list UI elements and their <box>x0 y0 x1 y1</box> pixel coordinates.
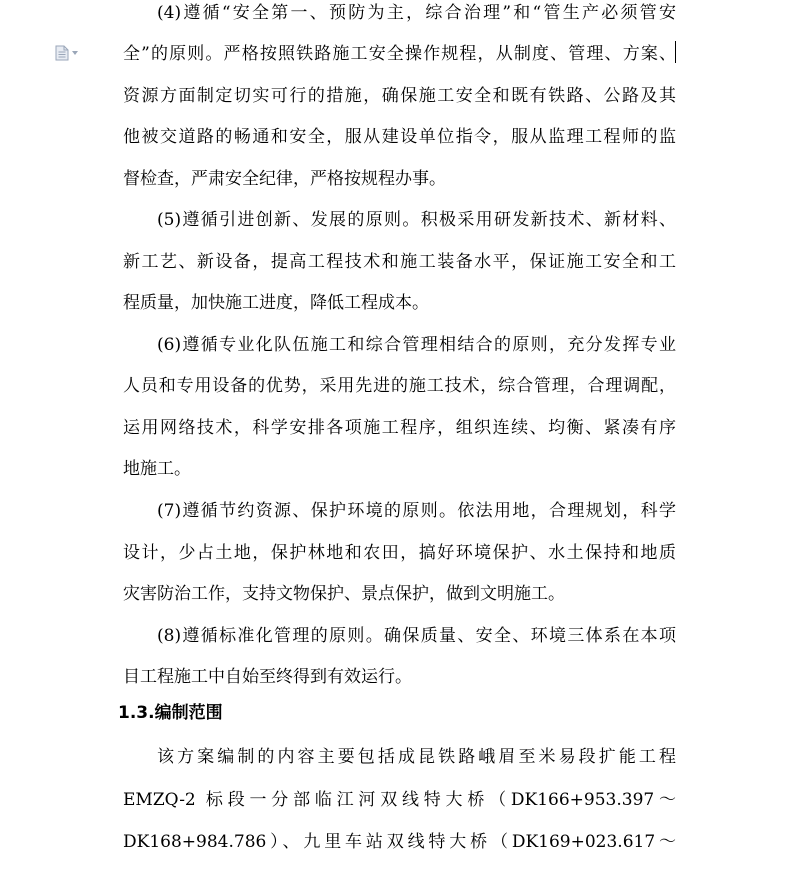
paragraph-line: 该方案编制的内容主要包括成昆铁路峨眉至米易段扩能工程 <box>157 747 676 767</box>
paragraph-line: 灾害防治工作，支持文物保护、景点保护，做到文明施工。 <box>123 584 565 604</box>
paragraph-line: (7)遵循节约资源、保护环境的原则。依法用地，合理规划，科学 <box>157 501 676 521</box>
paragraph-line: 他被交道路的畅通和安全，服从建设单位指令，服从监理工程师的监 <box>123 127 676 147</box>
caret-down-icon <box>72 51 78 55</box>
paragraph-line: (4)遵循“安全第一、预防为主，综合治理”和“管生产必须管安 <box>157 3 676 23</box>
paragraph-line: 运用网络技术，科学安排各项施工程序，组织连续、均衡、紧凑有序 <box>123 418 676 438</box>
paragraph-line: EMZQ-2 标段一分部临江河双线特大桥（DK166+953.397～ <box>123 790 676 810</box>
paragraph-line: 程质量，加快施工进度，降低工程成本。 <box>123 293 429 313</box>
paragraph-line: DK168+984.786）、九里车站双线特大桥（DK169+023.617～ <box>123 832 676 852</box>
paragraph-line: 人员和专用设备的优势，采用先进的施工技术，综合管理，合理调配， <box>123 376 676 396</box>
paragraph-options-button[interactable] <box>55 45 81 61</box>
section-heading: 1.3.编制范围 <box>118 703 223 723</box>
paragraph-line: 目工程施工中自始至终得到有效运行。 <box>123 667 412 687</box>
paragraph-line: 地施工。 <box>123 459 191 479</box>
document-lines-icon <box>55 45 69 61</box>
paragraph-line: 资源方面制定切实可行的措施，确保施工安全和既有铁路、公路及其 <box>123 86 676 106</box>
paragraph-line: 设计，少占土地，保护林地和农田，搞好环境保护、水土保持和地质 <box>123 543 676 563</box>
paragraph-line: 督检查，严肃安全纪律，严格按规程办事。 <box>123 169 446 189</box>
paragraph-line: (8)遵循标准化管理的原则。确保质量、安全、环境三体系在本项 <box>157 626 676 646</box>
paragraph-line: 全”的原则。严格按照铁路施工安全操作规程，从制度、管理、方案、 <box>123 44 676 64</box>
paragraph-line: 新工艺、新设备，提高工程技术和施工装备水平，保证施工安全和工 <box>123 252 676 272</box>
paragraph-line: (5)遵循引进创新、发展的原则。积极采用研发新技术、新材料、 <box>157 210 676 230</box>
paragraph-line: (6)遵循专业化队伍施工和综合管理相结合的原则，充分发挥专业 <box>157 335 676 355</box>
